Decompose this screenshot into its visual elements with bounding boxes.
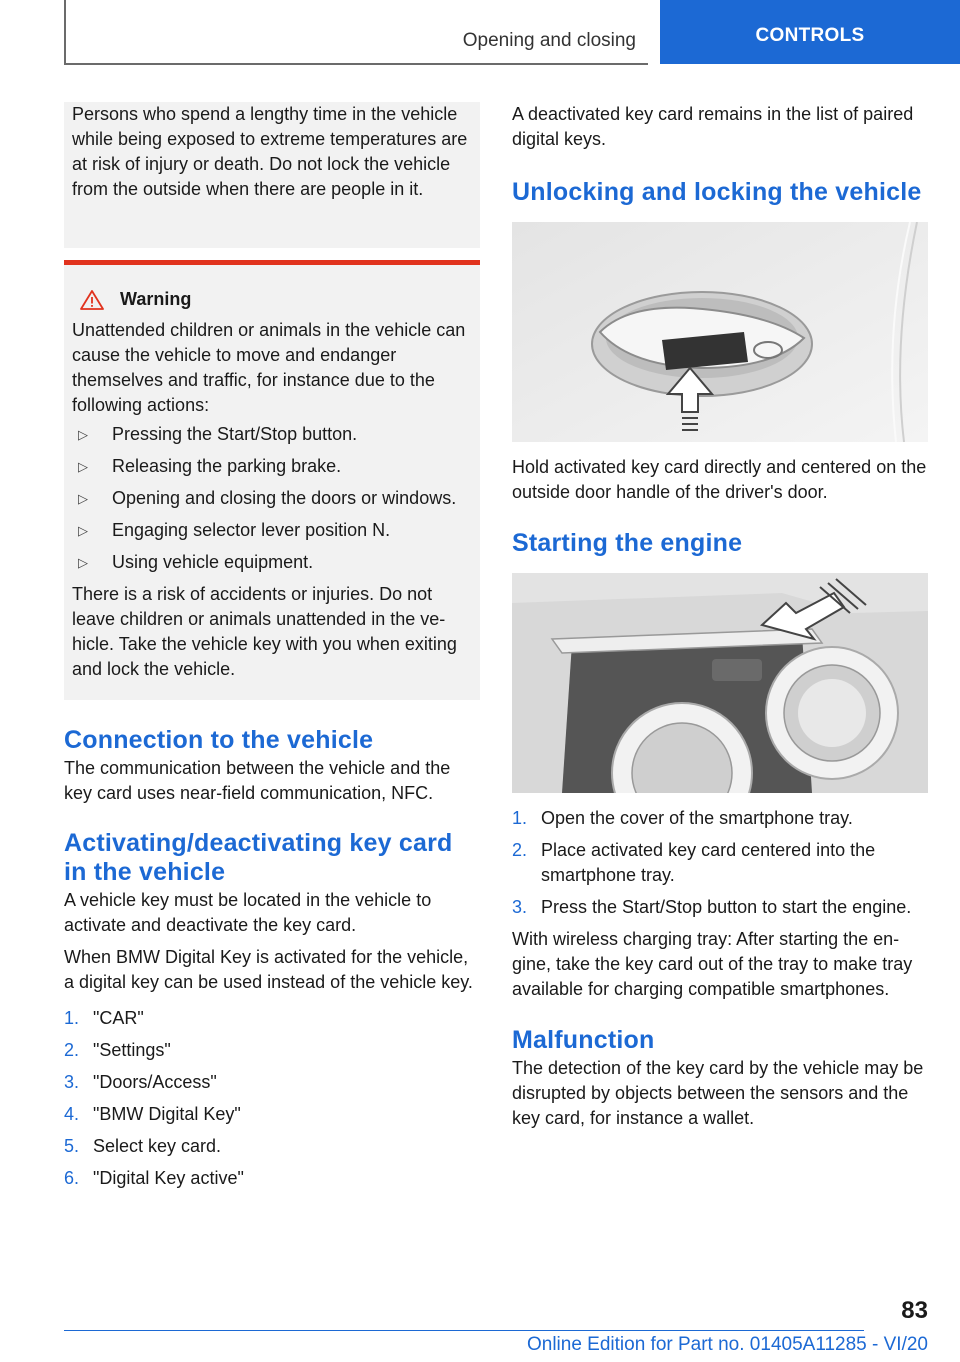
door-handle-illustration (512, 222, 928, 442)
unlocking-text: Hold activated key card directly and centered on the outside door handle of the driver's door. (512, 457, 927, 502)
left-column (64, 102, 480, 1198)
triangle-bullet-icon: ▷ (78, 459, 88, 474)
list-item: 1. Open the cover of the smartphone tray. (512, 808, 853, 828)
activating-text-1: A vehicle key must be located in the vehicle to activate and deactivate the key card. (64, 890, 432, 935)
list-item: 2. Place activated key card centered into the smartphone tray. (512, 840, 876, 885)
list-item: 5. Select key card. (64, 1136, 222, 1156)
list-item: 3. "Doors/Access" (64, 1072, 217, 1092)
warning-triangle-icon (80, 290, 104, 310)
list-item: 2. "Settings" (64, 1040, 171, 1060)
triangle-bullet-icon: ▷ (78, 555, 88, 570)
activating-text-2: When BMW Digital Key is activated for the vehicle, a digital key can be used instead of the vehicle key. (64, 947, 473, 992)
info-box-text: Persons who spend a lengthy time in the vehicle while being exposed to extreme temperatures are at risk of injury or death. Do not lock the vehicle from the outside when there are people in it. (72, 104, 468, 199)
warning-intro: Unattended children or animals in the vehicle can cause the vehicle to move and endanger themselves and traffic, for instance due to the following actions: (72, 320, 466, 415)
footer-rule (64, 1330, 864, 1331)
connection-text: The communication between the vehicle and the key card uses near-field communication, NFC. (64, 758, 451, 803)
heading-starting: Starting the engine (512, 529, 743, 557)
list-item: ▷ Using vehicle equipment. (72, 550, 472, 575)
starting-steps (512, 806, 928, 920)
info-box (64, 102, 480, 248)
header-rule-horizontal (64, 63, 648, 65)
list-item: ▷ Pressing the Start/Stop button. (72, 422, 472, 447)
list-item: ▷ Engaging selector lever position N. (72, 518, 472, 543)
heading-connection: Connection to the vehicle (64, 726, 374, 754)
smartphone-tray-illustration (512, 573, 928, 793)
triangle-bullet-icon: ▷ (78, 523, 88, 538)
list-item: ▷ Releasing the parking brake. (72, 454, 472, 479)
right-column (512, 102, 928, 1131)
page-number: 83 (901, 1297, 928, 1324)
edition-text: Online Edition for Part no. 01405A11285 - VI/20 (526, 1334, 928, 1355)
warning-box (64, 260, 480, 700)
header-section-title: Opening and closing (462, 30, 636, 51)
triangle-bullet-icon: ▷ (78, 427, 88, 442)
list-item: 6. "Digital Key active" (64, 1168, 244, 1188)
list-item: ▷ Opening and closing the doors or windows. (72, 486, 472, 511)
warning-title (72, 287, 472, 312)
activating-steps (64, 1006, 480, 1191)
list-item: 3. Press the Start/Stop button to start the engine. (512, 897, 912, 917)
header-chapter-tab: CONTROLS (660, 0, 960, 64)
deactivated-note: A deactivated key card remains in the list of paired digital keys. (512, 104, 914, 149)
triangle-bullet-icon: ▷ (78, 491, 88, 506)
list-item: 1. "CAR" (64, 1008, 144, 1028)
warning-list (72, 422, 472, 575)
list-item: 4. "BMW Digital Key" (64, 1104, 241, 1124)
warning-outro: There is a risk of accidents or injuries. Do not leave children or animals unattended in the vehicle. Take the vehicle key with you when exiting and lock the vehicle. (72, 584, 457, 679)
charging-tray-text: With wireless charging tray: After starting the engine, take the key card out of the tray to make tray available for charging compatible smartphones. (512, 929, 913, 999)
heading-malfunction: Malfunction (512, 1026, 655, 1054)
heading-activating: Activating/deactivating key card in the vehicle (64, 829, 453, 886)
warning-title-text: Warning (120, 289, 192, 309)
malfunction-text: The detection of the key card by the vehicle may be disrupted by objects between the sensors and the key card, for instance a wallet. (512, 1058, 924, 1128)
heading-unlocking: Unlocking and locking the vehicle (512, 178, 922, 206)
